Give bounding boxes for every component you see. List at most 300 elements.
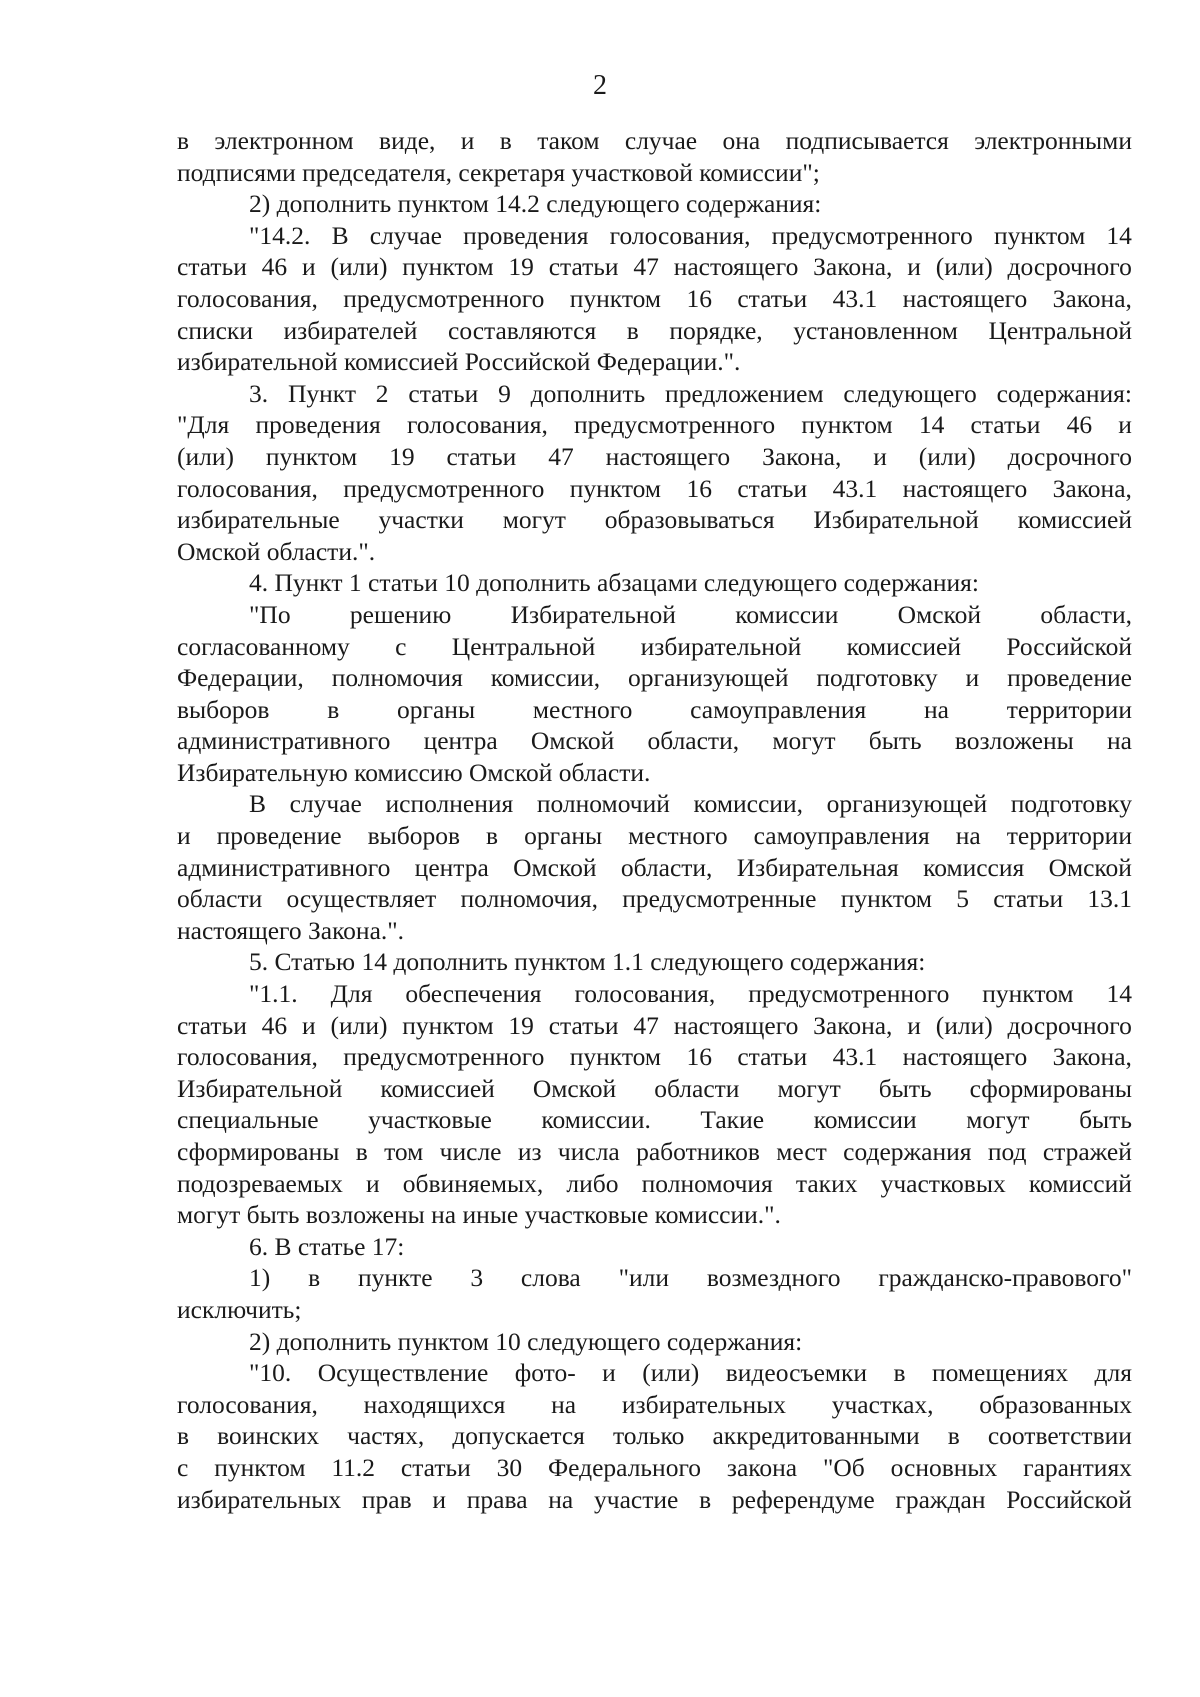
word: числа <box>557 1137 620 1166</box>
text-line <box>177 1136 1132 1168</box>
word: обеспечения <box>405 979 542 1009</box>
word: участки <box>378 505 464 535</box>
word: могут <box>772 726 836 756</box>
word: 46 <box>261 1010 288 1040</box>
word: содержания: <box>996 378 1132 408</box>
word: референдуме <box>731 1484 875 1514</box>
word: административного <box>177 726 391 756</box>
word: Закона, <box>1052 473 1132 503</box>
word: самоуправления <box>690 694 867 724</box>
word: настоящего <box>673 1010 799 1040</box>
word: предусмотренного <box>771 220 973 250</box>
text-line: могут быть возложены на иные участковые комиссии.". <box>177 1200 781 1230</box>
word: "Об <box>822 1452 865 1482</box>
word: для <box>1094 1358 1132 1388</box>
word: случае <box>369 220 443 250</box>
word: таком <box>537 126 600 155</box>
word: 43.1 <box>832 1042 878 1072</box>
word: и <box>301 252 316 282</box>
word: 3 <box>470 1263 484 1293</box>
word: в <box>893 1358 906 1388</box>
word: числе <box>439 1137 502 1166</box>
word: (или) <box>642 1358 700 1388</box>
word: 47 <box>633 252 659 282</box>
text-line: избирательной комиссией Российской Федерации.". <box>177 347 741 377</box>
word: (или) <box>330 1010 388 1040</box>
word: соответствии <box>987 1421 1132 1451</box>
text-line <box>177 788 1132 820</box>
word: в <box>486 821 499 851</box>
word: сформированы <box>177 1137 340 1166</box>
word: и <box>907 252 921 282</box>
word: досрочного <box>1007 252 1132 282</box>
word: "Для <box>177 410 230 440</box>
text-line <box>177 694 1132 726</box>
word: "10. <box>249 1358 292 1388</box>
word: органы <box>524 821 603 851</box>
word: и <box>1118 410 1132 440</box>
word: видеосъемки <box>725 1358 868 1388</box>
word: проведение <box>1007 663 1132 693</box>
word: том <box>384 1137 424 1166</box>
text-line <box>177 1073 1132 1105</box>
word: пунктом <box>569 283 662 313</box>
word: голосования, <box>177 473 318 503</box>
word: статьи <box>548 1010 619 1040</box>
word: статьи <box>548 252 619 282</box>
word: настоящего <box>902 283 1028 313</box>
word: на <box>955 821 981 851</box>
word: пунктом <box>214 1452 306 1482</box>
text-line <box>177 1168 1132 1200</box>
word: из <box>517 1137 542 1166</box>
text-line <box>177 820 1132 852</box>
word: предусмотренного <box>343 1042 545 1072</box>
word: случае <box>289 789 362 819</box>
word: местного <box>628 821 728 851</box>
text-line <box>177 409 1132 441</box>
word: 13.1 <box>1087 884 1132 914</box>
word: Закона, <box>762 441 842 471</box>
word: согласованному <box>177 631 350 661</box>
word: пунктом <box>569 473 662 503</box>
word: права <box>466 1484 528 1514</box>
word: пунктом <box>402 1010 494 1040</box>
word: стражей <box>1042 1137 1132 1166</box>
word: Омской <box>532 1073 617 1103</box>
word: Федерации, <box>177 663 304 693</box>
word: статьи <box>177 252 247 282</box>
word: исполнения <box>385 789 514 819</box>
word: 1) <box>249 1263 271 1293</box>
word: избирательных <box>621 1389 786 1419</box>
word: территории <box>1006 694 1132 724</box>
word: 14 <box>918 410 945 440</box>
text-line: 6. В статье 17: <box>249 1231 405 1261</box>
word: пунктом <box>801 410 893 440</box>
word: настоящего <box>902 473 1028 503</box>
word: Российской <box>1006 1484 1132 1514</box>
word: быть <box>868 726 922 756</box>
word: в <box>177 126 190 155</box>
word: 9 <box>498 378 511 408</box>
text-line <box>177 1484 1132 1516</box>
word: содержания <box>843 1137 972 1166</box>
text-line <box>177 631 1132 663</box>
word: (или) <box>935 1010 993 1040</box>
text-line: Омской области.". <box>177 536 376 566</box>
word: на <box>1106 726 1132 756</box>
word: Такие <box>700 1105 765 1135</box>
word: слова <box>520 1263 581 1293</box>
word: Закона, <box>1052 1042 1132 1072</box>
word: и <box>965 663 980 693</box>
word: только <box>612 1421 685 1451</box>
word: 11.2 <box>331 1452 376 1482</box>
word: местного <box>532 694 633 724</box>
word: пункте <box>357 1263 433 1293</box>
word: досрочного <box>1007 441 1132 471</box>
word: предусмотренного <box>574 410 776 440</box>
word: избирательных <box>177 1484 342 1514</box>
word: участие <box>594 1484 679 1514</box>
word: комиссией <box>380 1073 495 1103</box>
text-line <box>177 251 1132 283</box>
word: подозреваемых <box>177 1168 343 1198</box>
word: и <box>177 821 191 851</box>
word: статьи <box>970 410 1041 440</box>
text-line <box>177 504 1132 536</box>
word: 19 <box>508 252 534 282</box>
text-line <box>177 1010 1132 1042</box>
word: статьи <box>408 378 479 408</box>
word: электронном <box>214 126 354 155</box>
word: пунктом <box>402 252 494 282</box>
word: закона <box>726 1452 798 1482</box>
word: она <box>722 126 761 155</box>
word: полномочия <box>331 663 463 693</box>
word: помещениях <box>932 1358 1069 1388</box>
word: Для <box>330 979 373 1009</box>
word: области, <box>620 852 713 882</box>
word: статьи <box>446 441 517 471</box>
word: самоуправления <box>753 821 930 851</box>
word: избирательной <box>640 631 802 661</box>
word: специальные <box>177 1105 319 1135</box>
word: в <box>699 1484 712 1514</box>
word: Федерального <box>547 1452 702 1482</box>
word: избирателей <box>283 315 418 345</box>
word: полномочий <box>536 789 670 819</box>
word: Российской <box>1006 631 1132 661</box>
word: виде, <box>379 126 436 155</box>
word: участковые <box>368 1105 492 1135</box>
word: комиссии <box>735 599 839 629</box>
text-line <box>177 1389 1132 1421</box>
text-line <box>177 662 1132 694</box>
text-line <box>177 1041 1132 1073</box>
word: фото- <box>514 1358 576 1388</box>
word: настоящего <box>902 1042 1028 1072</box>
word: электронными <box>974 126 1132 155</box>
word: "14.2. <box>249 220 311 250</box>
word: дополнить <box>530 378 646 408</box>
text-line <box>177 378 1132 410</box>
word: 14 <box>1106 220 1132 250</box>
word: голосования, <box>574 979 716 1009</box>
word: предложением <box>665 378 824 408</box>
text-line <box>177 125 1132 157</box>
word: Избирательной <box>177 1073 343 1103</box>
word: организующей <box>628 663 789 693</box>
word: комиссией <box>846 631 961 661</box>
text-line <box>177 852 1132 884</box>
word: 43.1 <box>832 283 878 313</box>
word: настоящего <box>605 441 731 471</box>
document-body <box>177 125 1132 1515</box>
word: голосования, <box>177 1042 318 1072</box>
word: проведения <box>463 220 589 250</box>
word: и <box>432 1484 447 1514</box>
word: настоящего <box>673 252 799 282</box>
word: области, <box>647 726 740 756</box>
word: могут <box>777 1073 841 1103</box>
word: комиссии, <box>693 789 803 819</box>
word: образовываться <box>604 505 775 535</box>
word: на <box>924 694 949 724</box>
word: подписывается <box>785 126 949 155</box>
word: пунктом <box>840 884 933 914</box>
word: области <box>654 1073 740 1103</box>
text-line <box>177 725 1132 757</box>
word: проведение <box>216 821 342 851</box>
word: избирательные <box>177 505 340 535</box>
text-line <box>177 283 1132 315</box>
word: Омской <box>530 726 615 756</box>
word: решению <box>349 599 452 629</box>
word: гражданско-правового" <box>878 1263 1132 1293</box>
word: аккредитованными <box>712 1421 920 1451</box>
word: 3. <box>249 378 269 408</box>
word: Закона, <box>813 1010 893 1040</box>
word: воинских <box>217 1421 320 1451</box>
word: и <box>873 441 887 471</box>
word: быть <box>878 1073 932 1103</box>
word: "или <box>618 1263 670 1293</box>
word: частях, <box>347 1421 425 1451</box>
word: предусмотренные <box>622 884 817 914</box>
word: полномочия <box>641 1168 773 1198</box>
text-line <box>177 978 1132 1010</box>
word: голосования, <box>177 1389 318 1419</box>
word: Закона, <box>813 252 893 282</box>
word: Осуществление <box>317 1358 489 1388</box>
text-line: настоящего Закона.". <box>177 915 405 945</box>
word: пунктом <box>982 979 1074 1009</box>
word: участковых <box>880 1168 1006 1198</box>
word: (или) <box>330 252 388 282</box>
word: В <box>331 220 349 250</box>
word: (или) <box>918 441 976 471</box>
word: статьи <box>993 884 1064 914</box>
word: установленном <box>793 315 958 345</box>
text-line <box>177 220 1132 252</box>
page-number: 2 <box>593 70 607 101</box>
word: 14 <box>1106 979 1132 1009</box>
word: Избирательной <box>813 505 979 535</box>
word: обвиняемых, <box>402 1168 544 1198</box>
text-line: подписями председателя, секретаря участковой комиссии"; <box>177 157 820 187</box>
word: с <box>177 1452 189 1482</box>
word: Пункт <box>287 378 356 408</box>
word: предусмотренного <box>343 473 545 503</box>
word: "1.1. <box>249 979 298 1009</box>
word: находящихся <box>363 1389 506 1419</box>
text-line <box>177 599 1132 631</box>
word: на <box>551 1389 577 1419</box>
word: возложены <box>954 726 1074 756</box>
word: Избирательная <box>736 852 899 882</box>
word: Закона, <box>1052 283 1132 313</box>
word: могут <box>502 505 566 535</box>
word: организующей <box>826 789 988 819</box>
word: 19 <box>508 1010 534 1040</box>
word: сформированы <box>969 1073 1132 1103</box>
word: в <box>177 1421 190 1451</box>
word: "По <box>249 599 291 629</box>
word: центра <box>414 852 489 882</box>
word: списки <box>177 315 253 345</box>
word: центра <box>423 726 498 756</box>
word: пунктом <box>993 220 1086 250</box>
word: комиссии <box>813 1105 917 1135</box>
word: 5 <box>956 884 970 914</box>
word: гарантиях <box>1023 1452 1132 1482</box>
word: в <box>327 694 340 724</box>
word: и <box>907 1010 921 1040</box>
word: полномочия, <box>460 884 599 914</box>
word: мест <box>776 1137 827 1166</box>
word: 19 <box>389 441 415 471</box>
word: проведения <box>255 410 381 440</box>
word: Центральной <box>451 631 596 661</box>
word: 47 <box>633 1010 659 1040</box>
text-line <box>177 315 1132 347</box>
word: голосования, <box>406 410 548 440</box>
text-line: 5. Статью 14 дополнить пунктом 1.1 следующего содержания: <box>249 947 926 977</box>
word: административного <box>177 852 391 882</box>
word: участках, <box>831 1389 934 1419</box>
word: 30 <box>496 1452 523 1482</box>
text-line: 2) дополнить пунктом 14.2 следующего содержания: <box>249 189 822 219</box>
word: (или) <box>177 441 235 471</box>
text-line <box>177 1104 1132 1136</box>
word: комиссии, <box>490 663 601 693</box>
word: 46 <box>1066 410 1093 440</box>
word: 16 <box>686 283 712 313</box>
word: комиссии. <box>541 1105 651 1135</box>
text-line <box>177 1262 1132 1294</box>
word: подготовку <box>816 663 938 693</box>
text-line <box>177 473 1132 505</box>
word: и <box>301 1010 316 1040</box>
word: (или) <box>935 252 993 282</box>
word: Омской <box>897 599 982 629</box>
word: голосования, <box>609 220 751 250</box>
word: могут <box>966 1105 1030 1135</box>
word: на <box>548 1484 574 1514</box>
word: статьи <box>177 1010 247 1040</box>
word: территории <box>1006 821 1132 851</box>
word: в <box>499 126 512 155</box>
word: статьи <box>737 1042 808 1072</box>
word: осуществляет <box>286 884 437 914</box>
word: комиссий <box>1028 1168 1132 1198</box>
word: и <box>366 1168 380 1198</box>
word: порядке, <box>669 315 763 345</box>
word: с <box>395 631 407 661</box>
word: органы <box>397 694 476 724</box>
word: граждан <box>895 1484 986 1514</box>
word: статьи <box>737 283 808 313</box>
text-line <box>177 1452 1132 1484</box>
word: предусмотренного <box>748 979 950 1009</box>
text-line <box>177 441 1132 473</box>
word: пунктом <box>265 441 358 471</box>
word: основных <box>890 1452 998 1482</box>
word: пунктом <box>569 1042 662 1072</box>
word: в <box>355 1137 368 1166</box>
word: комиссия <box>923 852 1025 882</box>
text-line: 2) дополнить пунктом 10 следующего содержания: <box>249 1326 803 1356</box>
word: в <box>626 315 639 345</box>
word: Избирательной <box>510 599 676 629</box>
word: возмездного <box>706 1263 841 1293</box>
word: В <box>249 789 267 819</box>
word: досрочного <box>1007 1010 1132 1040</box>
word: Омской <box>1048 852 1132 882</box>
word: Центральной <box>988 315 1132 345</box>
word: составляются <box>448 315 597 345</box>
word: области <box>177 884 263 914</box>
word: таких <box>795 1168 858 1198</box>
text-line: 4. Пункт 1 статьи 10 дополнить абзацами следующего содержания: <box>249 568 979 598</box>
word: голосования, <box>177 283 318 313</box>
word: допускается <box>452 1421 585 1451</box>
word: случае <box>624 126 698 155</box>
word: комиссией <box>1017 505 1132 535</box>
text-line: Избирательную комиссию Омской области. <box>177 757 651 787</box>
word: 2 <box>375 378 389 408</box>
word: следующего <box>843 378 977 408</box>
word: под <box>987 1137 1027 1166</box>
word: быть <box>1079 1105 1132 1135</box>
word: статьи <box>400 1452 471 1482</box>
word: 43.1 <box>832 473 878 503</box>
word: образованных <box>979 1389 1132 1419</box>
word: 16 <box>686 1042 712 1072</box>
word: 46 <box>261 252 288 282</box>
text-line <box>177 1420 1132 1452</box>
word: и <box>602 1358 616 1388</box>
word: 16 <box>686 473 712 503</box>
text-line <box>177 1357 1132 1389</box>
word: области, <box>1040 599 1132 629</box>
word: прав <box>361 1484 412 1514</box>
word: подготовку <box>1010 789 1132 819</box>
word: в <box>947 1421 960 1451</box>
word: выборов <box>177 694 270 724</box>
